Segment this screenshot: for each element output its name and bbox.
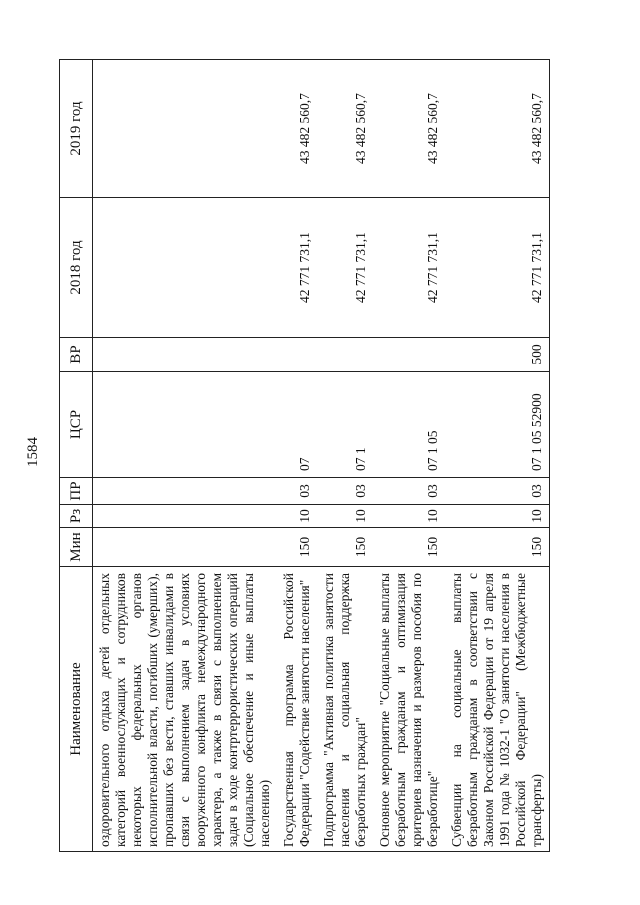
row-csr: 07	[277, 372, 317, 478]
row-vr	[277, 338, 317, 372]
table-row	[373, 60, 445, 852]
row-rz: 10	[317, 505, 373, 528]
page-number: 1584	[25, 437, 41, 467]
row-min: 150	[373, 528, 445, 567]
budget-table-rotated	[59, 60, 584, 852]
row-2019	[93, 60, 278, 198]
row-rz	[93, 505, 278, 528]
table-row	[445, 60, 550, 852]
row-min: 150	[277, 528, 317, 567]
row-name: Государственная программа Российской Федерации "Содействие занятости населения"	[277, 567, 317, 852]
row-name: Основное мероприятие "Социальные выплаты безработным гражданам и оптимизация критериев назначения и размеров пособия по безработице"	[373, 567, 445, 852]
header-rz: Рз	[60, 505, 93, 528]
row-name: оздоровительного отдыха детей отдельных категорий военнослужащих и сотрудников некоторых федеральных органов исполнительной власти, погибших (умерших), пропавших без вести, ставших инвалидами в связи с выполнением задач в условиях вооруженного конфликта немеждународного характера, а также в связи с выполнением задач в ходе контртеррористических операций (Социальное обеспечение и иные выплаты населению)	[93, 567, 278, 852]
row-pr: 03	[373, 478, 445, 505]
row-rz: 10	[373, 505, 445, 528]
header-2019: 2019 год	[60, 60, 93, 198]
row-csr: 07 1 05	[373, 372, 445, 478]
row-2018: 42 771 731,1	[317, 198, 373, 338]
row-csr	[93, 372, 278, 478]
row-csr: 07 1 05 52900	[445, 372, 550, 478]
row-pr: 03	[277, 478, 317, 505]
row-2019: 43 482 560,7	[373, 60, 445, 198]
row-pr	[93, 478, 278, 505]
header-2018: 2018 год	[60, 198, 93, 338]
row-2018: 42 771 731,1	[277, 198, 317, 338]
row-2019: 43 482 560,7	[445, 60, 550, 198]
row-min: 150	[317, 528, 373, 567]
row-rz: 10	[445, 505, 550, 528]
row-rz: 10	[277, 505, 317, 528]
row-2019: 43 482 560,7	[317, 60, 373, 198]
header-pr: ПР	[60, 478, 93, 505]
row-vr	[317, 338, 373, 372]
table-row	[277, 60, 317, 852]
table-row	[317, 60, 373, 852]
row-vr	[373, 338, 445, 372]
row-2018: 42 771 731,1	[445, 198, 550, 338]
row-name: Подпрограмма "Активная политика занятости населения и социальная поддержка безработных граждан"	[317, 567, 373, 852]
row-min: 150	[445, 528, 550, 567]
table-row	[93, 60, 278, 852]
row-vr	[93, 338, 278, 372]
row-min	[93, 528, 278, 567]
budget-table	[59, 59, 550, 852]
table-header-row	[60, 60, 93, 852]
header-name: Наименование	[60, 567, 93, 852]
row-2019: 43 482 560,7	[277, 60, 317, 198]
row-pr: 03	[317, 478, 373, 505]
header-vr: ВР	[60, 338, 93, 372]
header-min: Мин	[60, 528, 93, 567]
header-csr: ЦСР	[60, 372, 93, 478]
row-pr: 03	[445, 478, 550, 505]
row-name: Субвенции на социальные выплаты безработным гражданам в соответствии с Законом Российской Федерации от 19 апреля 1991 года № 1032-1 "О занятости населения в Российской Федерации" (Межбюджетные трансферты)	[445, 567, 550, 852]
row-2018: 42 771 731,1	[373, 198, 445, 338]
row-2018	[93, 198, 278, 338]
row-csr: 07 1	[317, 372, 373, 478]
row-vr: 500	[445, 338, 550, 372]
